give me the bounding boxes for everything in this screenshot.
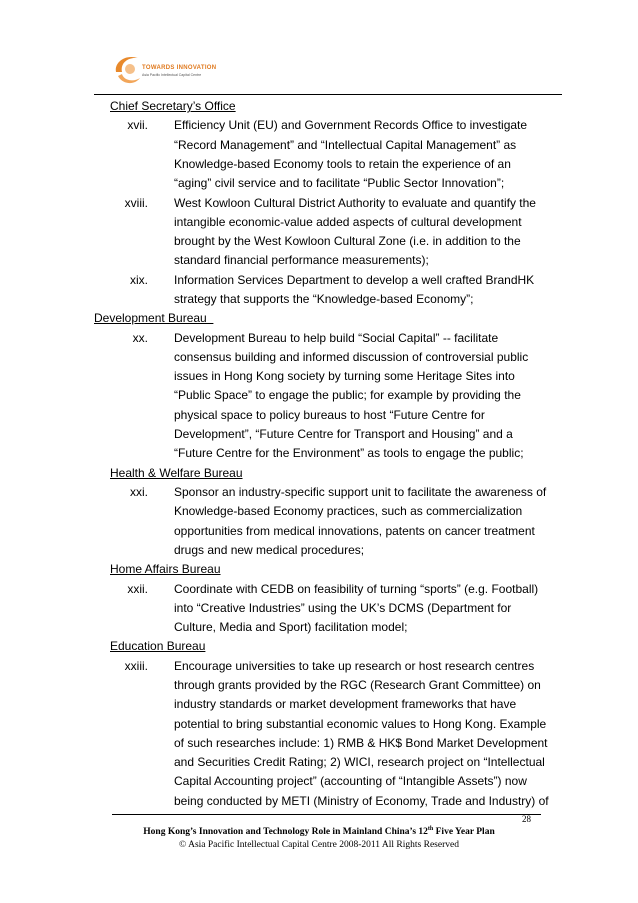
item-number: xx. [132, 330, 148, 345]
section-heading-chief-secretary: Chief Secretary’s Office [110, 99, 236, 113]
item-number: xviii. [124, 195, 148, 210]
item-line: being conducted by METI (Ministry of Economy, Trade and Industry) of [174, 793, 549, 808]
item-line: Knowledge-based Economy practices, such as commercialization [174, 504, 523, 519]
footer-title-main: Hong Kong’s Innovation and Technology Role in Mainland China’s 12 [143, 827, 428, 838]
item-line: Development”, “Future Centre for Transport and Housing” and a [174, 427, 513, 442]
footer-title-sup: th [427, 826, 434, 832]
item-line: Encourage universities to take up research or host research centres [174, 658, 535, 673]
logo [112, 50, 222, 92]
item-number: xxi. [130, 485, 148, 499]
item-line: standard financial performance measurements); [174, 253, 429, 268]
item-line: Development Bureau to help build “Social Capital” -- facilitate [174, 330, 499, 345]
header-rule [94, 94, 562, 95]
item-line: “Record Management” and “Intellectual Capital Management” as [174, 137, 517, 152]
footer-title [0, 826, 638, 837]
logo-brand-text: TOWARDS INNOVATION [142, 65, 217, 71]
item-line: consensus building and informed discussion of controversial public [174, 349, 529, 364]
item-line: into “Creative Industries” using the UK’s DCMS (Department for [174, 600, 512, 615]
item-line: Culture, Media and Sport) facilitation model; [174, 620, 408, 635]
page-number: 28 [522, 814, 531, 824]
footer-title-end: Five Year Plan [433, 827, 495, 838]
item-number: xix. [130, 272, 148, 287]
item-line: industry standards or market development frameworks that have [174, 697, 517, 712]
item-line: Knowledge-based Economy tools to retain the experience of an [174, 156, 511, 171]
item-line: Coordinate with CEDB on feasibility of turning “sports” (e.g. Football) [174, 581, 539, 596]
section-heading-education: Education Bureau [110, 639, 206, 654]
item-number: xxiii. [124, 658, 148, 673]
item-line: of such researches include: 1) RMB & HK$ Bond Market Development [174, 735, 548, 750]
item-line: strategy that supports the “Knowledge-based Economy”; [174, 291, 474, 306]
item-number: xxii. [127, 581, 148, 596]
item-line: physical space to policy bureaus to host “Future Centre for [174, 407, 485, 422]
item-number: xvii. [127, 118, 148, 133]
item-line: potential to bring substantial economic values to Hong Kong. Example [174, 716, 547, 731]
item-line: Sponsor an industry-specific support unit to facilitate the awareness of [174, 485, 547, 499]
item-line: “Future Centre for the Environment” as tools to engage the public; [174, 446, 524, 461]
item-line: Capital Accounting project” (accounting of “Intangible Assets”) now [174, 774, 527, 789]
item-line: brought by the West Kowloon Cultural Zone (i.e. in addition to the [174, 234, 521, 249]
section-heading-development-bureau: Development Bureau [94, 311, 214, 326]
item-line: Information Services Department to develop a well crafted BrandHK [174, 272, 535, 287]
item-line: issues in Hong Kong society by turning some Heritage Sites into [174, 369, 515, 384]
item-line: “aging” civil service and to facilitate “Public Sector Innovation”; [174, 176, 505, 191]
item-line: opportunities from medical innovations, patents on cancer treatment [174, 523, 535, 538]
section-heading-home-affairs: Home Affairs Bureau [110, 562, 221, 577]
item-line: and Securities Credit Rating; 2) WICI, research project on “Intellectual [174, 755, 545, 770]
swirl-logo-icon [112, 50, 142, 90]
item-line: intangible economic-value added aspects of cultural development [174, 214, 522, 229]
footer-copyright: © Asia Pacific Intellectual Capital Centre 2008-2011 All Rights Reserved [179, 840, 459, 850]
section-heading-health-welfare: Health & Welfare Bureau [110, 465, 243, 480]
footer-rule [112, 814, 541, 815]
item-line: through grants provided by the RGC (Research Grant Committee) on [174, 677, 541, 692]
item-line: drugs and new medical procedures; [174, 542, 365, 557]
item-line: “Public Space” to engage the public; for example by providing the [174, 388, 521, 403]
item-line: Efficiency Unit (EU) and Government Records Office to investigate [174, 118, 528, 133]
logo-tagline-text: Asia Pacific Intellectual Capital Centre [142, 73, 202, 77]
item-line: West Kowloon Cultural District Authority to evaluate and quantify the [174, 195, 536, 210]
